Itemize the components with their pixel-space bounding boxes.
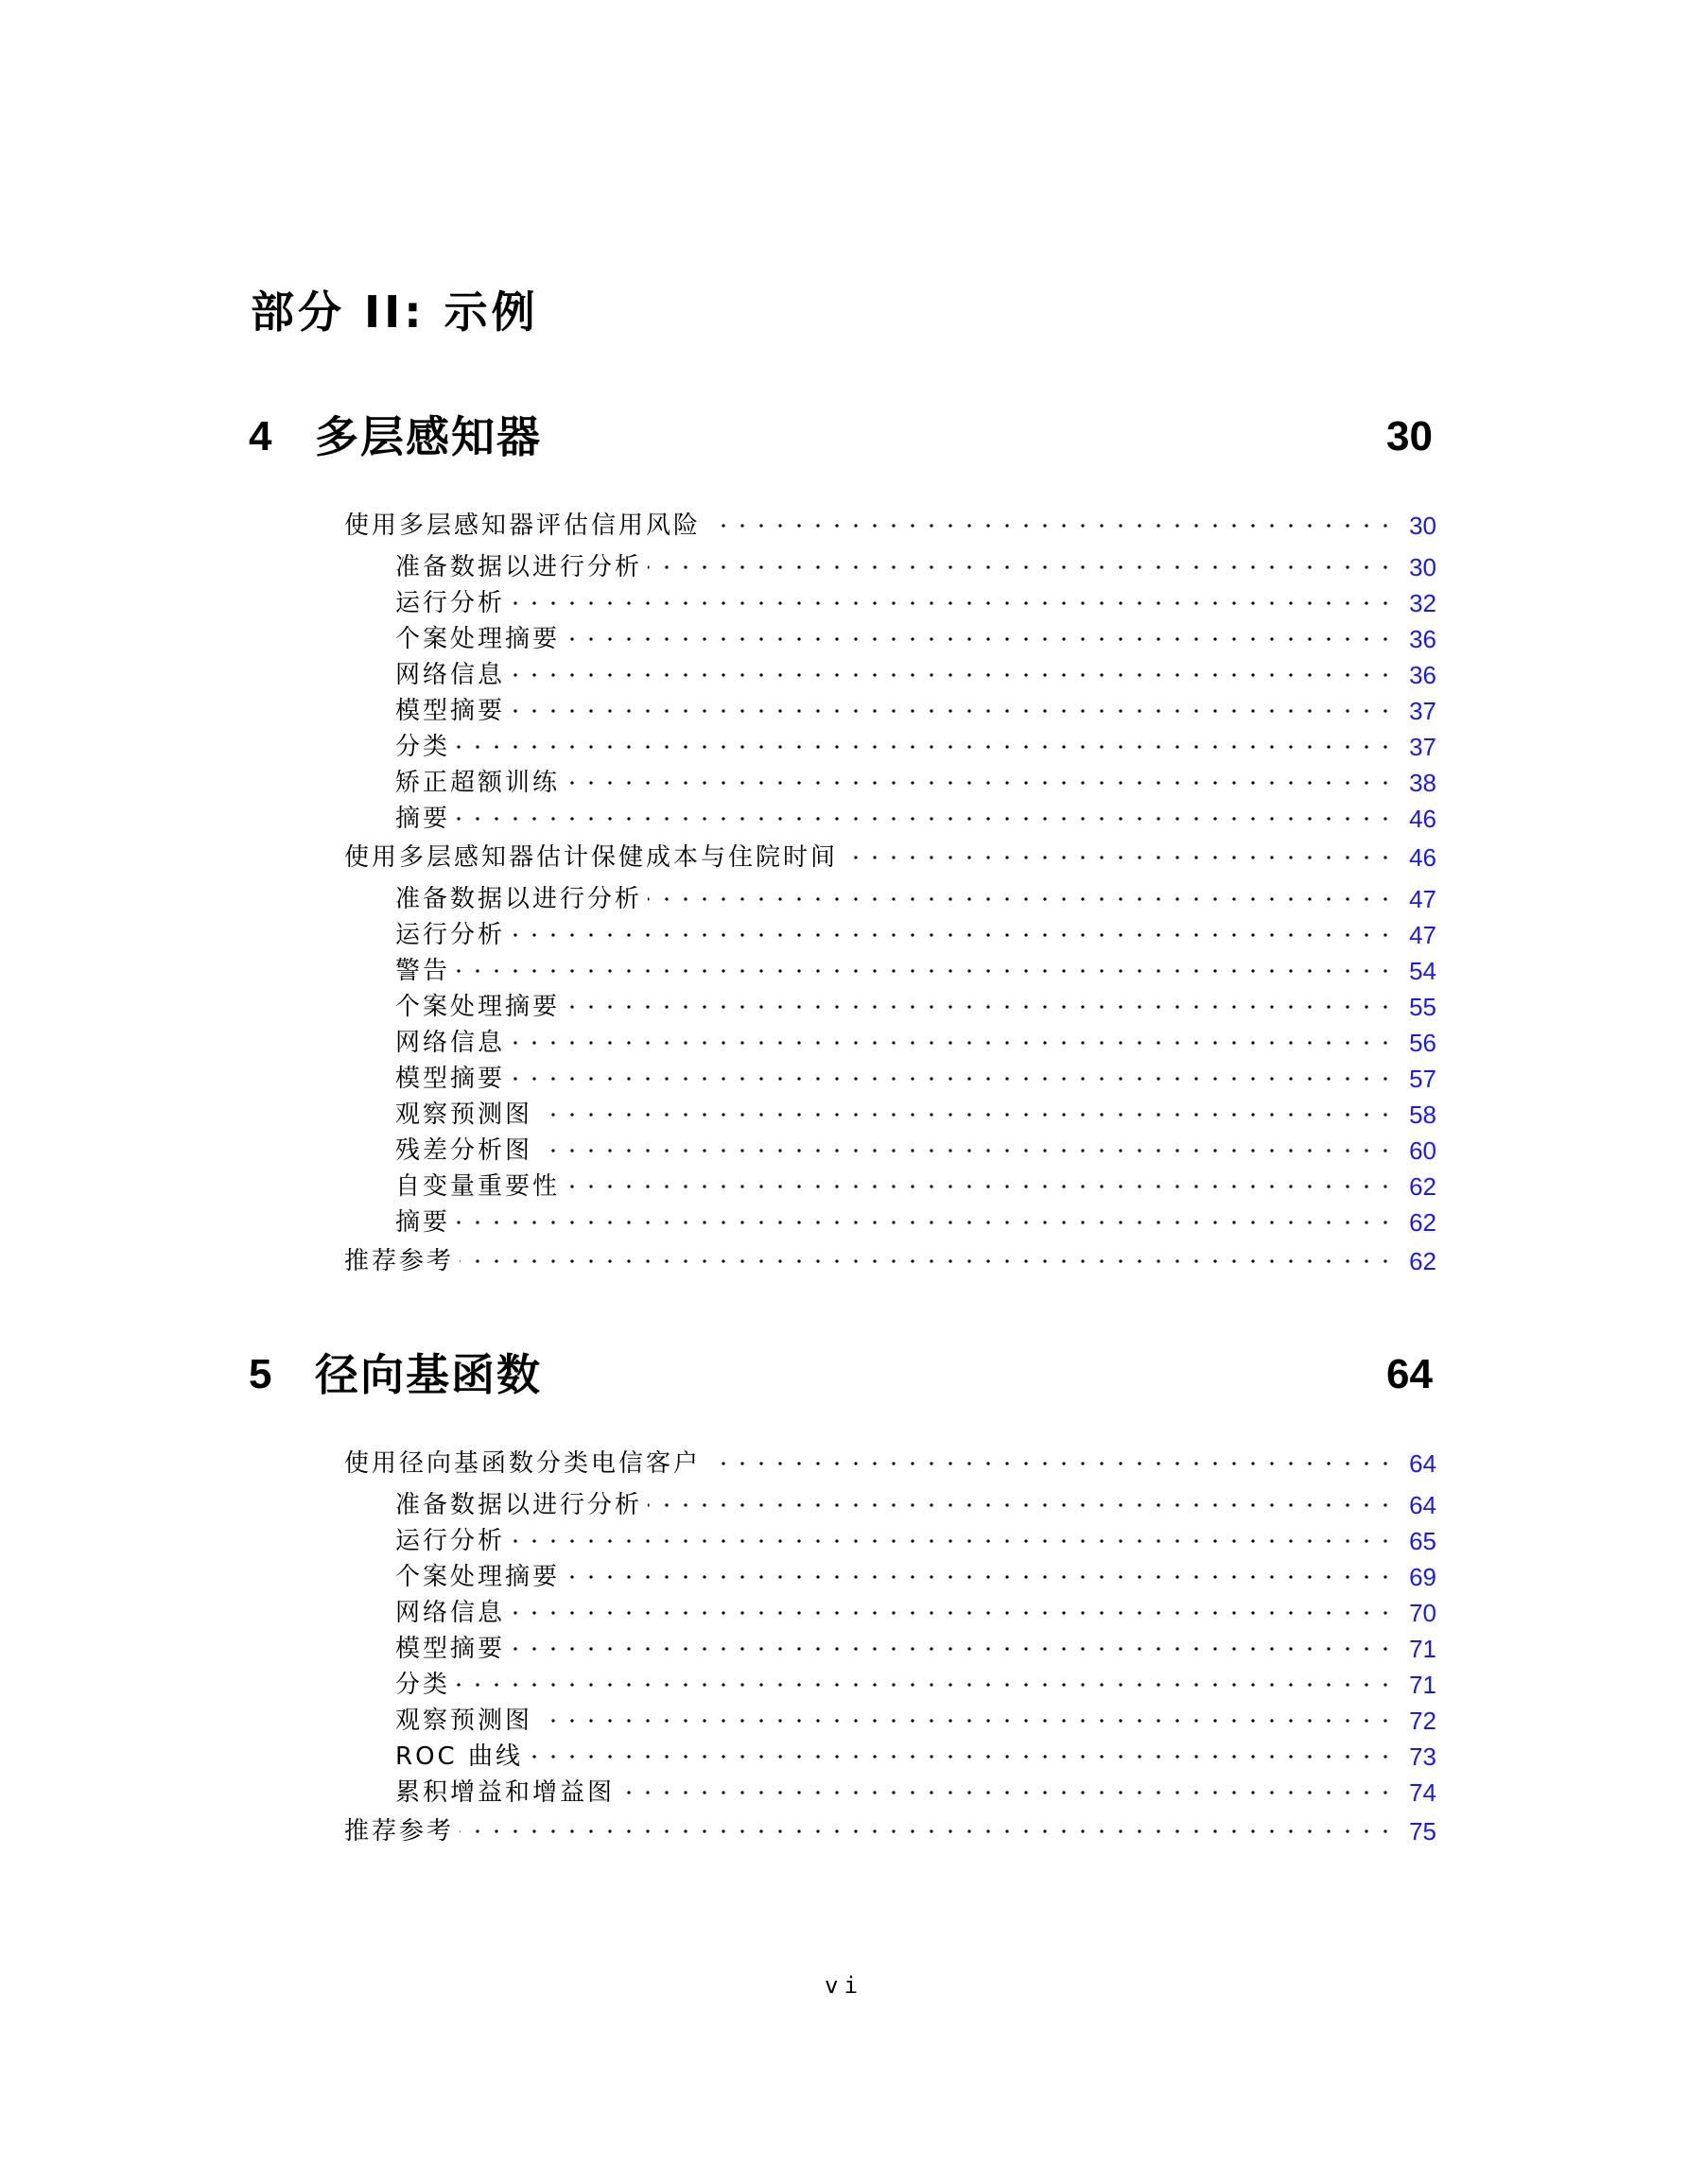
toc-entry[interactable] — [395, 1134, 1436, 1168]
toc-entry[interactable] — [344, 1244, 1436, 1278]
toc-entry[interactable] — [395, 766, 1436, 800]
dot-leader — [706, 1447, 1395, 1481]
toc-entry-label: 残差分析图 — [395, 1134, 538, 1168]
toc-page-link[interactable]: 74 — [1409, 1778, 1436, 1807]
toc-entry-label: 网络信息 — [395, 1026, 511, 1060]
chapter-heading[interactable] — [0, 408, 1688, 465]
toc-entry-label: 个案处理摘要 — [395, 1560, 566, 1594]
toc-entry[interactable] — [395, 954, 1436, 988]
dot-leader — [529, 1740, 1395, 1774]
toc-entry-label: 网络信息 — [395, 658, 511, 692]
dot-leader — [844, 841, 1395, 875]
toc-page-link[interactable]: 71 — [1409, 1671, 1436, 1699]
toc-entry[interactable] — [395, 1062, 1436, 1096]
dot-leader — [648, 550, 1395, 584]
toc-entry-label: 模型摘要 — [395, 1062, 511, 1096]
page-number-footer: vi — [825, 1972, 863, 1999]
toc-entry[interactable] — [395, 882, 1436, 916]
toc-entry[interactable] — [395, 1668, 1436, 1702]
dot-leader — [456, 802, 1395, 836]
toc-page-link[interactable]: 69 — [1409, 1563, 1436, 1591]
toc-entry[interactable] — [344, 1814, 1436, 1848]
toc-entry-label: 准备数据以进行分析 — [395, 882, 648, 916]
toc-page-link[interactable]: 56 — [1409, 1029, 1436, 1057]
toc-page-link[interactable]: 62 — [1409, 1247, 1436, 1275]
dot-leader — [706, 509, 1395, 543]
dot-leader — [511, 1524, 1395, 1558]
dot-leader — [538, 1098, 1395, 1132]
toc-entry[interactable] — [344, 841, 1436, 875]
toc-page-link[interactable]: 65 — [1409, 1527, 1436, 1555]
chapter-page-number: 64 — [1386, 1351, 1433, 1397]
toc-entry[interactable] — [395, 1205, 1436, 1239]
chapter-title: 径向基函数 — [315, 1349, 542, 1400]
toc-entry-label: 使用多层感知器估计保健成本与住院时间 — [344, 841, 844, 875]
toc-page-link[interactable]: 37 — [1409, 733, 1436, 761]
toc-entry-label: 运行分析 — [395, 918, 511, 952]
toc-entry-label: 运行分析 — [395, 1524, 511, 1558]
toc-page-link[interactable]: 57 — [1409, 1065, 1436, 1093]
toc-page-link[interactable]: 54 — [1409, 957, 1436, 985]
toc-entry-label: 自变量重要性 — [395, 1170, 566, 1204]
dot-leader — [456, 954, 1395, 988]
toc-entry-label: 准备数据以进行分析 — [395, 1488, 648, 1522]
dot-leader — [511, 1632, 1395, 1666]
toc-entry[interactable] — [395, 918, 1436, 952]
toc-entry-label: 模型摘要 — [395, 694, 511, 728]
toc-entry-label: 运行分析 — [395, 586, 511, 620]
toc-entry-label: 个案处理摘要 — [395, 622, 566, 656]
dot-leader — [511, 1596, 1395, 1630]
toc-page-link[interactable]: 38 — [1409, 769, 1436, 797]
dot-leader — [538, 1134, 1395, 1168]
dot-leader — [511, 658, 1395, 692]
toc-page-link[interactable]: 64 — [1409, 1449, 1436, 1478]
toc-entry[interactable] — [395, 990, 1436, 1024]
toc-page-link[interactable]: 30 — [1409, 511, 1436, 540]
toc-page-link[interactable]: 47 — [1409, 921, 1436, 949]
toc-page-link[interactable]: 36 — [1409, 661, 1436, 689]
toc-entry[interactable] — [395, 1488, 1436, 1522]
toc-entry-label: 推荐参考 — [344, 1244, 460, 1278]
chapter-title: 多层感知器 — [315, 411, 542, 462]
dot-leader — [456, 1668, 1395, 1702]
dot-leader — [511, 1062, 1395, 1096]
toc-entry[interactable] — [395, 730, 1436, 764]
toc-entry-label: 使用径向基函数分类电信客户 — [344, 1447, 706, 1481]
dot-leader — [511, 918, 1395, 952]
dot-leader — [460, 1244, 1395, 1278]
chapter-number: 4 — [249, 413, 272, 459]
toc-entry[interactable] — [395, 1170, 1436, 1204]
dot-leader — [566, 990, 1395, 1024]
dot-leader — [566, 1560, 1395, 1594]
dot-leader — [566, 622, 1395, 656]
dot-leader — [566, 766, 1395, 800]
toc-entry-label: 观察预测图 — [395, 1704, 538, 1738]
chapter-number: 5 — [249, 1351, 272, 1397]
toc-entry[interactable] — [344, 1447, 1436, 1481]
dot-leader — [511, 586, 1395, 620]
toc-page-link[interactable]: 47 — [1409, 885, 1436, 913]
toc-entry-label: 使用多层感知器评估信用风险 — [344, 509, 706, 543]
toc-entry[interactable] — [395, 1026, 1436, 1060]
toc-entry-label: 准备数据以进行分析 — [395, 550, 648, 584]
toc-entry-label: 推荐参考 — [344, 1814, 460, 1848]
toc-entry[interactable] — [395, 1596, 1436, 1630]
toc-entry-label: 分类 — [395, 1668, 456, 1702]
toc-entry[interactable] — [395, 1704, 1436, 1738]
dot-leader — [456, 1205, 1395, 1239]
toc-page-link[interactable]: 37 — [1409, 697, 1436, 725]
toc-entry[interactable] — [395, 1740, 1436, 1774]
toc-page-link[interactable]: 36 — [1409, 625, 1436, 653]
toc-entry-label: 个案处理摘要 — [395, 990, 566, 1024]
toc-page-link[interactable]: 62 — [1409, 1172, 1436, 1201]
toc-entry[interactable] — [395, 586, 1436, 620]
toc-entry-label: 矫正超额训练 — [395, 766, 566, 800]
toc-entry-label: 警告 — [395, 954, 456, 988]
chapter-heading[interactable] — [0, 1346, 1688, 1403]
dot-leader — [538, 1704, 1395, 1738]
toc-entry[interactable] — [344, 509, 1436, 543]
dot-leader — [620, 1776, 1395, 1810]
toc-page-link[interactable]: 46 — [1409, 843, 1436, 872]
toc-entry-label: 摘要 — [395, 1205, 456, 1239]
toc-entry-label: 分类 — [395, 730, 456, 764]
toc-page-link[interactable]: 58 — [1409, 1101, 1436, 1129]
toc-page-link[interactable]: 64 — [1409, 1491, 1436, 1519]
toc-page-link[interactable]: 62 — [1409, 1208, 1436, 1237]
chapter-page-number: 30 — [1386, 413, 1433, 459]
toc-entry-label: 累积增益和增益图 — [395, 1776, 620, 1810]
toc-entry-label: 观察预测图 — [395, 1098, 538, 1132]
toc-page-link[interactable]: 75 — [1409, 1817, 1436, 1846]
toc-entry[interactable] — [395, 622, 1436, 656]
toc-page-link[interactable]: 73 — [1409, 1742, 1436, 1771]
toc-entry[interactable] — [395, 1098, 1436, 1132]
dot-leader — [456, 730, 1395, 764]
toc-entry[interactable] — [395, 1524, 1436, 1558]
toc-entry-label: 模型摘要 — [395, 1632, 511, 1666]
toc-page-link[interactable]: 32 — [1409, 589, 1436, 617]
toc-page-link[interactable]: 71 — [1409, 1635, 1436, 1663]
toc-page-link[interactable]: 60 — [1409, 1136, 1436, 1165]
toc-entry-label: ROC 曲线 — [395, 1740, 529, 1774]
toc-entry[interactable] — [395, 1776, 1436, 1810]
dot-leader — [511, 1026, 1395, 1060]
toc-page-link[interactable]: 70 — [1409, 1599, 1436, 1627]
toc-entry-label: 网络信息 — [395, 1596, 511, 1630]
dot-leader — [511, 694, 1395, 728]
toc-page-link[interactable]: 72 — [1409, 1707, 1436, 1735]
dot-leader — [648, 1488, 1395, 1522]
toc-entry[interactable] — [395, 658, 1436, 692]
toc-entry[interactable] — [395, 550, 1436, 584]
dot-leader — [648, 882, 1395, 916]
dot-leader — [460, 1814, 1395, 1848]
part-title: 部分 II: 示例 — [251, 286, 539, 338]
toc-entry[interactable] — [395, 1560, 1436, 1594]
toc-entry[interactable] — [395, 694, 1436, 728]
toc-entry-label: 摘要 — [395, 802, 456, 836]
toc-page-link[interactable]: 46 — [1409, 805, 1436, 833]
toc-page-link[interactable]: 30 — [1409, 553, 1436, 581]
dot-leader — [566, 1170, 1395, 1204]
toc-entry[interactable] — [395, 802, 1436, 836]
toc-page-link[interactable]: 55 — [1409, 993, 1436, 1021]
toc-entry[interactable] — [395, 1632, 1436, 1666]
